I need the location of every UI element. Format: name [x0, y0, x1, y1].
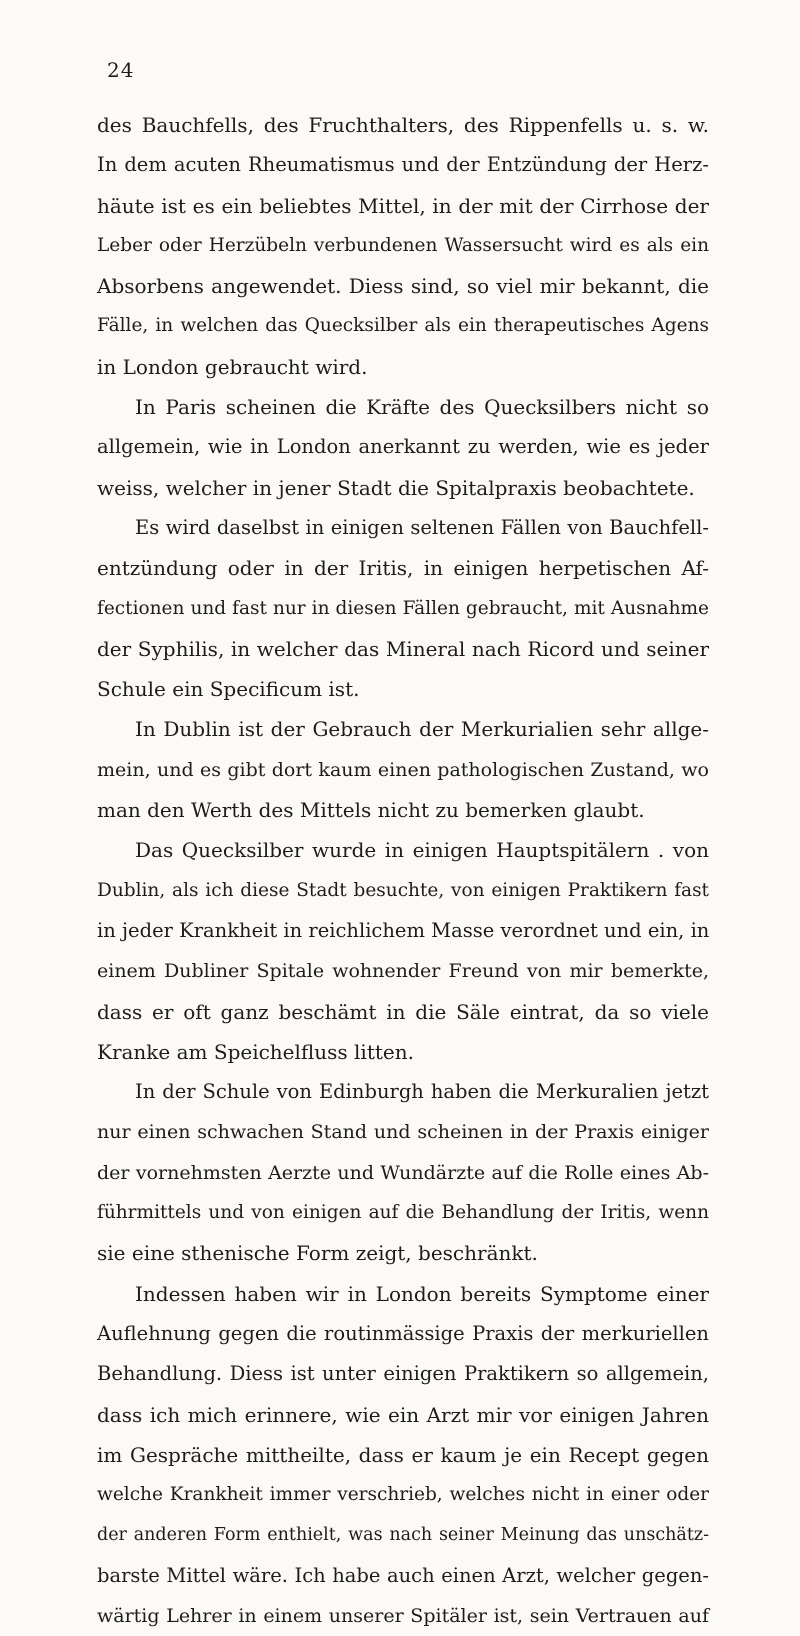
- text-line: der Syphilis, in welcher das Mineral nach Ricord und seiner: [97, 636, 709, 661]
- text-line: sie eine sthenische Form zeigt, beschränkt.: [97, 1241, 538, 1266]
- text-line: entzündung oder in der Iritis, in einigen herpetischen Af-: [97, 556, 709, 581]
- text-line: In Dublin ist der Gebrauch der Merkurialien sehr allge-: [135, 717, 709, 742]
- text-line: der anderen Form enthielt, was nach seiner Meinung das unschätz-: [97, 1525, 709, 1546]
- text-line: nur einen schwachen Stand und scheinen in der Praxis einiger: [97, 1121, 709, 1144]
- text-line: wärtig Lehrer in einem unserer Spitäler ist, sein Vertrauen auf: [97, 1604, 709, 1627]
- text-line: weiss, welcher in jener Stadt die Spitalpraxis beobachtete.: [97, 475, 695, 500]
- text-line: Auflehnung gegen die routinmässige Praxis der merkuriellen: [97, 1321, 709, 1345]
- text-line: in jeder Krankheit in reichlichem Masse verordnet und ein, in: [97, 918, 710, 942]
- text-line: häute ist es ein beliebtes Mittel, in der mit der Cirrhose der: [97, 193, 709, 218]
- text-line: führmittels und von einigen auf die Behandlung der Iritis, wenn: [97, 1202, 709, 1224]
- text-line: In der Schule von Edinburgh haben die Merkuralien jetzt: [135, 1080, 709, 1104]
- text-line: einem Dubliner Spitale wohnender Freund von mir bemerkte,: [97, 960, 709, 983]
- text-line: mein, und es gibt dort kaum einen pathologischen Zustand, wo: [97, 758, 709, 781]
- body-text: [97, 105, 709, 1636]
- text-line: Behandlung. Diess ist unter einigen Praktikern so allgemein,: [97, 1362, 709, 1386]
- text-line: Indessen haben wir in London bereits Symptome einer: [135, 1281, 709, 1306]
- text-line: allgemein, wie in London anerkannt zu werden, wie es jeder: [97, 435, 709, 459]
- text-line: der vornehmsten Aerzte und Wundärzte auf die Rolle eines Ab-: [97, 1161, 709, 1184]
- text-line: Kranke am Speichelfluss litten.: [97, 1039, 414, 1064]
- text-line: Es wird daselbst in einigen seltenen Fällen von Bauchfell-: [135, 515, 709, 539]
- text-line: Leber oder Herzübeln verbundenen Wassersucht wird es als ein: [97, 234, 709, 256]
- text-line: dass er oft ganz beschämt in die Säle eintrat, da so viele: [97, 999, 709, 1024]
- text-line: In dem acuten Rheumatismus und der Entzündung der Herz-: [97, 153, 709, 177]
- text-line: welche Krankheit immer verschrieb, welches nicht in einer oder: [97, 1484, 709, 1506]
- text-line: des Bauchfells, des Fruchthalters, des Rippenfells u. s. w.: [97, 113, 709, 137]
- page-number: 24: [107, 58, 135, 82]
- text-line: In Paris scheinen die Kräfte des Quecksilbers nicht so: [135, 395, 709, 420]
- text-line: Das Quecksilber wurde in einigen Hauptspitälern . von: [135, 838, 709, 863]
- text-line: barste Mittel wäre. Ich habe auch einen Arzt, welcher gegen-: [97, 1563, 709, 1587]
- text-line: im Gespräche mittheilte, dass er kaum je ein Recept gegen: [97, 1442, 709, 1467]
- text-line: dass ich mich erinnere, wie ein Arzt mir vor einigen Jahren: [97, 1402, 709, 1427]
- text-line: Fälle, in welchen das Quecksilber als ein therapeutisches Agens: [97, 315, 709, 337]
- text-line: Absorbens angewendet. Diess sind, so viel mir bekannt, die: [97, 274, 709, 299]
- text-line: man den Werth des Mittels nicht zu bemerken glaubt.: [97, 798, 645, 823]
- text-line: Dublin, als ich diese Stadt besuchte, von einigen Praktikern fast: [97, 879, 709, 901]
- text-line: in London gebraucht wird.: [97, 354, 368, 379]
- text-line: fectionen und fast nur in diesen Fällen gebraucht, mit Ausnahme: [97, 597, 709, 619]
- text-line: Schule ein Specificum ist.: [97, 677, 360, 702]
